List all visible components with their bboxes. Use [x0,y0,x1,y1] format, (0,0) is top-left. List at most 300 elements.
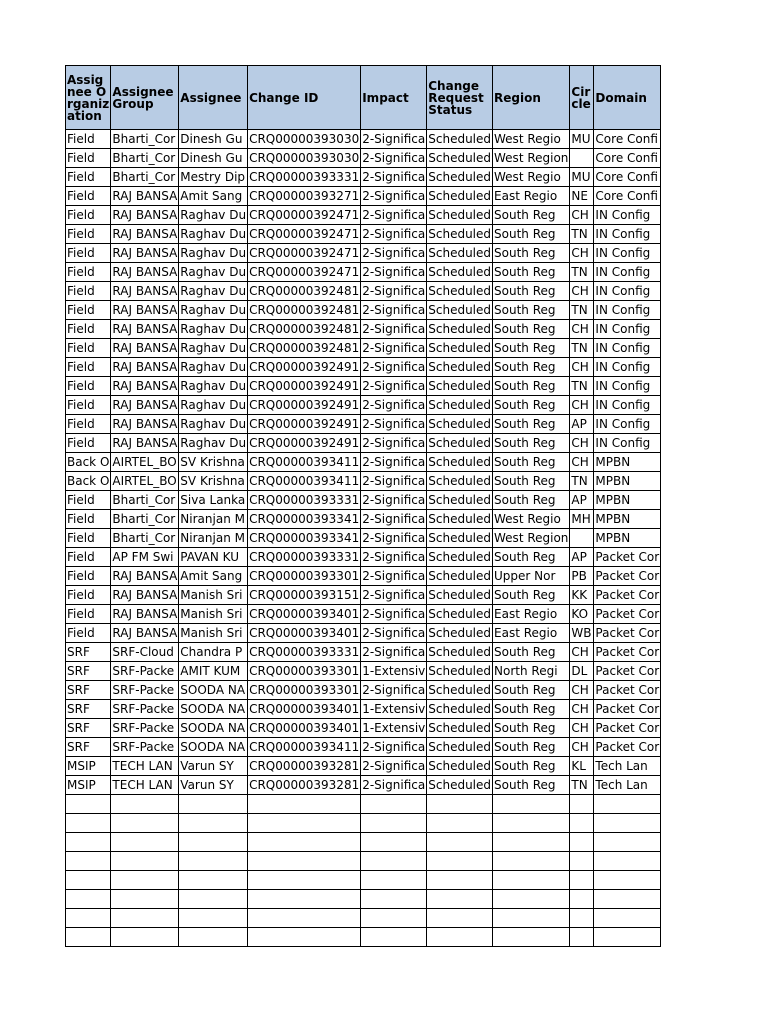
table-cell[interactable]: PAVAN KU [179,548,248,567]
table-cell[interactable]: Scheduled [427,168,493,187]
empty-cell[interactable] [427,795,493,814]
table-cell[interactable]: CRQ00000393301 [248,662,361,681]
table-cell[interactable]: Siva Lanka [179,491,248,510]
empty-cell[interactable] [66,890,111,909]
table-cell[interactable]: 2-Significa [361,149,427,168]
table-cell[interactable]: 2-Significa [361,472,427,491]
header-domain[interactable]: Domain [594,66,661,130]
table-cell[interactable]: Bharti_Cor [111,529,179,548]
table-cell[interactable]: CRQ00000392471 [248,225,361,244]
table-cell[interactable]: 2-Significa [361,130,427,149]
table-cell[interactable]: 2-Significa [361,358,427,377]
table-cell[interactable]: Field [66,605,111,624]
table-cell[interactable]: Manish Sri [179,605,248,624]
table-cell[interactable]: South Reg [493,738,570,757]
empty-cell[interactable] [594,814,661,833]
table-cell[interactable]: CH [570,282,594,301]
table-cell[interactable]: South Reg [493,643,570,662]
table-cell[interactable]: SRF-Packe [111,662,179,681]
table-cell[interactable]: MPBN [594,472,661,491]
table-cell[interactable]: CH [570,244,594,263]
empty-cell[interactable] [361,928,427,947]
empty-cell[interactable] [493,909,570,928]
table-cell[interactable]: CH [570,719,594,738]
table-cell[interactable]: Scheduled [427,738,493,757]
empty-cell[interactable] [594,909,661,928]
table-cell[interactable]: Field [66,225,111,244]
empty-cell[interactable] [179,852,248,871]
empty-cell[interactable] [361,871,427,890]
table-cell[interactable]: 2-Significa [361,738,427,757]
table-cell[interactable]: Field [66,624,111,643]
table-cell[interactable]: CRQ00000393401 [248,700,361,719]
empty-cell[interactable] [179,871,248,890]
table-cell[interactable]: SRF [66,643,111,662]
table-cell[interactable]: Bharti_Cor [111,130,179,149]
table-cell[interactable]: 2-Significa [361,244,427,263]
empty-cell[interactable] [493,928,570,947]
table-cell[interactable]: Field [66,358,111,377]
table-cell[interactable]: South Reg [493,339,570,358]
empty-cell[interactable] [179,890,248,909]
empty-cell[interactable] [570,852,594,871]
empty-cell[interactable] [248,795,361,814]
table-cell[interactable]: Dinesh Gu [179,149,248,168]
table-cell[interactable]: Scheduled [427,244,493,263]
table-cell[interactable]: Packet Cor [594,548,661,567]
empty-cell[interactable] [427,833,493,852]
table-cell[interactable]: Field [66,510,111,529]
table-cell[interactable]: Raghav Du [179,263,248,282]
table-cell[interactable]: Scheduled [427,130,493,149]
table-cell[interactable]: Scheduled [427,415,493,434]
table-cell[interactable]: RAJ BANSA [111,396,179,415]
table-cell[interactable]: IN Config [594,282,661,301]
table-cell[interactable]: South Reg [493,548,570,567]
table-cell[interactable]: Field [66,567,111,586]
table-cell[interactable]: 2-Significa [361,643,427,662]
table-cell[interactable]: Field [66,168,111,187]
table-cell[interactable]: 2-Significa [361,491,427,510]
table-cell[interactable]: Field [66,434,111,453]
empty-cell[interactable] [570,909,594,928]
table-cell[interactable]: South Reg [493,700,570,719]
empty-cell[interactable] [361,909,427,928]
table-cell[interactable]: Scheduled [427,757,493,776]
table-cell[interactable]: South Reg [493,719,570,738]
table-cell[interactable]: South Reg [493,358,570,377]
empty-cell[interactable] [66,833,111,852]
table-cell[interactable]: South Reg [493,757,570,776]
table-cell[interactable]: South Reg [493,453,570,472]
table-cell[interactable]: MPBN [594,491,661,510]
table-cell[interactable]: CRQ00000393401 [248,624,361,643]
table-cell[interactable]: MH [570,510,594,529]
table-cell[interactable]: Scheduled [427,472,493,491]
table-cell[interactable]: 2-Significa [361,434,427,453]
table-cell[interactable]: South Reg [493,491,570,510]
table-cell[interactable]: Field [66,244,111,263]
table-cell[interactable]: AIRTEL_BO [111,453,179,472]
table-cell[interactable]: CRQ00000393331 [248,643,361,662]
table-cell[interactable]: 2-Significa [361,415,427,434]
table-cell[interactable]: TECH LAN [111,757,179,776]
table-cell[interactable]: RAJ BANSA [111,377,179,396]
table-cell[interactable]: TN [570,263,594,282]
table-cell[interactable]: Niranjan M [179,529,248,548]
empty-cell[interactable] [493,833,570,852]
empty-cell[interactable] [248,852,361,871]
table-cell[interactable]: RAJ BANSA [111,263,179,282]
table-cell[interactable]: IN Config [594,377,661,396]
table-cell[interactable]: CRQ00000393030 [248,130,361,149]
table-cell[interactable]: South Reg [493,586,570,605]
table-cell[interactable]: CH [570,396,594,415]
header-region[interactable]: Region [493,66,570,130]
table-cell[interactable]: IN Config [594,396,661,415]
table-cell[interactable]: NE [570,187,594,206]
table-cell[interactable]: CRQ00000392491 [248,415,361,434]
table-cell[interactable]: RAJ BANSA [111,320,179,339]
table-cell[interactable]: CRQ00000393341 [248,529,361,548]
table-cell[interactable]: South Reg [493,415,570,434]
table-cell[interactable]: CRQ00000392491 [248,434,361,453]
empty-cell[interactable] [594,852,661,871]
table-cell[interactable]: CRQ00000393411 [248,738,361,757]
table-cell[interactable]: South Reg [493,320,570,339]
table-cell[interactable]: Raghav Du [179,415,248,434]
table-cell[interactable]: CRQ00000392481 [248,301,361,320]
table-cell[interactable]: 2-Significa [361,377,427,396]
header-impact[interactable]: Impact [361,66,427,130]
empty-cell[interactable] [570,795,594,814]
table-cell[interactable]: Packet Cor [594,738,661,757]
table-cell[interactable]: Core Confi [594,149,661,168]
table-cell[interactable]: Field [66,339,111,358]
table-cell[interactable]: Scheduled [427,320,493,339]
table-cell[interactable]: SOODA NA [179,738,248,757]
empty-cell[interactable] [361,795,427,814]
header-circle[interactable]: Circle [570,66,594,130]
table-cell[interactable]: WB [570,624,594,643]
table-cell[interactable]: TECH LAN [111,776,179,795]
empty-cell[interactable] [427,852,493,871]
table-cell[interactable]: 2-Significa [361,567,427,586]
table-cell[interactable]: Scheduled [427,662,493,681]
empty-cell[interactable] [594,833,661,852]
table-cell[interactable]: 2-Significa [361,282,427,301]
table-cell[interactable]: Scheduled [427,396,493,415]
table-cell[interactable]: RAJ BANSA [111,567,179,586]
table-cell[interactable]: CRQ00000393401 [248,605,361,624]
empty-cell[interactable] [570,871,594,890]
empty-cell[interactable] [570,833,594,852]
empty-cell[interactable] [570,890,594,909]
table-cell[interactable]: Field [66,206,111,225]
table-cell[interactable]: CRQ00000393331 [248,491,361,510]
table-cell[interactable]: PB [570,567,594,586]
table-cell[interactable]: 2-Significa [361,605,427,624]
table-cell[interactable]: Scheduled [427,206,493,225]
empty-cell[interactable] [361,852,427,871]
empty-cell[interactable] [361,833,427,852]
table-cell[interactable]: West Regio [493,168,570,187]
table-cell[interactable]: SRF-Packe [111,738,179,757]
table-cell[interactable]: DL [570,662,594,681]
empty-cell[interactable] [111,852,179,871]
table-cell[interactable]: RAJ BANSA [111,605,179,624]
table-cell[interactable]: West Regio [493,130,570,149]
table-cell[interactable]: Packet Cor [594,567,661,586]
empty-cell[interactable] [493,890,570,909]
table-cell[interactable]: AMIT KUM [179,662,248,681]
empty-cell[interactable] [427,814,493,833]
empty-cell[interactable] [361,814,427,833]
table-cell[interactable]: Packet Cor [594,586,661,605]
empty-cell[interactable] [248,890,361,909]
table-cell[interactable]: CRQ00000393301 [248,681,361,700]
table-cell[interactable]: RAJ BANSA [111,206,179,225]
empty-cell[interactable] [570,814,594,833]
table-cell[interactable]: Scheduled [427,776,493,795]
table-cell[interactable]: RAJ BANSA [111,282,179,301]
empty-cell[interactable] [111,928,179,947]
empty-cell[interactable] [66,871,111,890]
table-cell[interactable]: CRQ00000393341 [248,510,361,529]
table-cell[interactable]: CH [570,453,594,472]
table-cell[interactable]: Varun SY [179,757,248,776]
table-cell[interactable]: Field [66,377,111,396]
table-cell[interactable]: South Reg [493,301,570,320]
table-cell[interactable]: Field [66,130,111,149]
table-cell[interactable]: CRQ00000392481 [248,339,361,358]
table-cell[interactable]: Bharti_Cor [111,510,179,529]
table-cell[interactable]: Scheduled [427,491,493,510]
table-cell[interactable]: South Reg [493,244,570,263]
table-cell[interactable]: SRF [66,662,111,681]
table-cell[interactable]: Raghav Du [179,282,248,301]
empty-cell[interactable] [427,871,493,890]
table-cell[interactable]: CRQ00000393271 [248,187,361,206]
table-cell[interactable]: TN [570,301,594,320]
empty-cell[interactable] [179,795,248,814]
table-cell[interactable]: CRQ00000393331 [248,548,361,567]
table-cell[interactable]: RAJ BANSA [111,339,179,358]
empty-cell[interactable] [179,833,248,852]
table-cell[interactable]: RAJ BANSA [111,187,179,206]
table-cell[interactable]: Scheduled [427,434,493,453]
table-cell[interactable]: AP FM Swi [111,548,179,567]
table-cell[interactable]: CRQ00000393151 [248,586,361,605]
table-cell[interactable]: SV Krishna [179,453,248,472]
table-cell[interactable]: Field [66,415,111,434]
table-cell[interactable]: Back O [66,472,111,491]
table-cell[interactable]: KO [570,605,594,624]
table-cell[interactable]: Core Confi [594,187,661,206]
table-cell[interactable]: 2-Significa [361,339,427,358]
table-cell[interactable]: CRQ00000392491 [248,358,361,377]
table-cell[interactable]: Scheduled [427,681,493,700]
table-cell[interactable]: SOODA NA [179,681,248,700]
table-cell[interactable]: Packet Cor [594,681,661,700]
table-cell[interactable]: Raghav Du [179,225,248,244]
table-cell[interactable]: Raghav Du [179,320,248,339]
table-cell[interactable]: South Reg [493,377,570,396]
table-cell[interactable]: Back O [66,453,111,472]
table-cell[interactable]: Scheduled [427,263,493,282]
table-cell[interactable]: Core Confi [594,168,661,187]
empty-cell[interactable] [493,852,570,871]
table-cell[interactable]: 2-Significa [361,225,427,244]
table-cell[interactable]: Bharti_Cor [111,168,179,187]
table-cell[interactable]: Scheduled [427,225,493,244]
table-cell[interactable]: CRQ00000393411 [248,453,361,472]
table-cell[interactable]: South Reg [493,282,570,301]
table-cell[interactable]: Scheduled [427,624,493,643]
empty-cell[interactable] [66,909,111,928]
table-cell[interactable]: MPBN [594,529,661,548]
empty-cell[interactable] [179,909,248,928]
table-cell[interactable]: South Reg [493,225,570,244]
table-cell[interactable]: SRF-Cloud [111,643,179,662]
table-cell[interactable]: Tech Lan [594,757,661,776]
table-cell[interactable]: MSIP [66,776,111,795]
table-cell[interactable]: TN [570,377,594,396]
header-assignee-organization[interactable]: Assignee Organization [66,66,111,130]
table-cell[interactable]: CRQ00000393401 [248,719,361,738]
table-cell[interactable]: TN [570,339,594,358]
empty-cell[interactable] [493,795,570,814]
table-cell[interactable]: Packet Cor [594,605,661,624]
empty-cell[interactable] [594,795,661,814]
table-cell[interactable]: Raghav Du [179,244,248,263]
empty-cell[interactable] [427,890,493,909]
table-cell[interactable]: CH [570,700,594,719]
table-cell[interactable]: SV Krishna [179,472,248,491]
empty-cell[interactable] [570,928,594,947]
table-cell[interactable]: RAJ BANSA [111,434,179,453]
table-cell[interactable]: SRF [66,719,111,738]
table-cell[interactable]: IN Config [594,206,661,225]
table-cell[interactable]: 2-Significa [361,776,427,795]
table-cell[interactable]: Scheduled [427,605,493,624]
table-cell[interactable] [570,529,594,548]
table-cell[interactable]: RAJ BANSA [111,301,179,320]
table-cell[interactable]: 1-Extensiv [361,700,427,719]
table-cell[interactable]: 2-Significa [361,396,427,415]
table-cell[interactable]: CRQ00000392491 [248,377,361,396]
table-cell[interactable]: CRQ00000392471 [248,206,361,225]
table-cell[interactable]: South Reg [493,396,570,415]
table-cell[interactable]: Manish Sri [179,586,248,605]
empty-cell[interactable] [111,871,179,890]
table-cell[interactable]: CRQ00000392481 [248,320,361,339]
empty-cell[interactable] [361,890,427,909]
table-cell[interactable]: 2-Significa [361,624,427,643]
table-cell[interactable]: Raghav Du [179,358,248,377]
empty-cell[interactable] [594,890,661,909]
table-cell[interactable]: Packet Cor [594,624,661,643]
table-cell[interactable]: West Region [493,149,570,168]
table-cell[interactable]: Packet Cor [594,719,661,738]
table-cell[interactable]: SOODA NA [179,719,248,738]
table-cell[interactable]: RAJ BANSA [111,415,179,434]
table-cell[interactable]: Field [66,187,111,206]
table-cell[interactable]: 2-Significa [361,206,427,225]
table-cell[interactable]: Manish Sri [179,624,248,643]
table-cell[interactable]: 2-Significa [361,510,427,529]
table-cell[interactable]: TN [570,225,594,244]
table-cell[interactable]: 2-Significa [361,168,427,187]
table-cell[interactable]: CRQ00000393331 [248,168,361,187]
table-cell[interactable]: 2-Significa [361,320,427,339]
empty-cell[interactable] [111,795,179,814]
empty-cell[interactable] [493,814,570,833]
table-cell[interactable]: Raghav Du [179,301,248,320]
table-cell[interactable]: SRF [66,700,111,719]
table-cell[interactable]: East Regio [493,624,570,643]
empty-cell[interactable] [111,909,179,928]
table-cell[interactable]: Bharti_Cor [111,149,179,168]
table-cell[interactable]: CH [570,434,594,453]
table-cell[interactable]: RAJ BANSA [111,586,179,605]
table-cell[interactable]: IN Config [594,320,661,339]
empty-cell[interactable] [493,871,570,890]
table-cell[interactable]: Upper Nor [493,567,570,586]
table-cell[interactable]: Scheduled [427,301,493,320]
empty-cell[interactable] [248,833,361,852]
empty-cell[interactable] [111,890,179,909]
table-cell[interactable]: Raghav Du [179,339,248,358]
empty-cell[interactable] [248,814,361,833]
table-cell[interactable]: RAJ BANSA [111,225,179,244]
table-cell[interactable]: AP [570,491,594,510]
table-cell[interactable]: CRQ00000393411 [248,472,361,491]
table-cell[interactable]: SRF-Packe [111,700,179,719]
table-cell[interactable]: CRQ00000392481 [248,282,361,301]
table-cell[interactable]: RAJ BANSA [111,244,179,263]
empty-cell[interactable] [111,833,179,852]
table-cell[interactable]: Field [66,149,111,168]
table-cell[interactable]: Varun SY [179,776,248,795]
empty-cell[interactable] [66,814,111,833]
table-cell[interactable]: KL [570,757,594,776]
table-cell[interactable]: Core Confi [594,130,661,149]
empty-cell[interactable] [111,814,179,833]
table-cell[interactable]: South Reg [493,434,570,453]
empty-cell[interactable] [248,928,361,947]
table-cell[interactable]: MSIP [66,757,111,776]
table-cell[interactable]: Scheduled [427,529,493,548]
table-cell[interactable]: East Regio [493,187,570,206]
table-cell[interactable]: Field [66,282,111,301]
table-cell[interactable]: RAJ BANSA [111,358,179,377]
table-cell[interactable]: 2-Significa [361,187,427,206]
table-cell[interactable]: Packet Cor [594,700,661,719]
table-cell[interactable]: Field [66,263,111,282]
table-cell[interactable]: 2-Significa [361,681,427,700]
table-cell[interactable]: KK [570,586,594,605]
table-cell[interactable]: IN Config [594,225,661,244]
header-assignee-group[interactable]: Assignee Group [111,66,179,130]
table-cell[interactable]: Raghav Du [179,434,248,453]
table-cell[interactable]: SOODA NA [179,700,248,719]
table-cell[interactable]: CH [570,738,594,757]
table-cell[interactable]: West Region [493,529,570,548]
table-cell[interactable]: Bharti_Cor [111,491,179,510]
header-change-id[interactable]: Change ID [248,66,361,130]
table-cell[interactable]: 2-Significa [361,453,427,472]
